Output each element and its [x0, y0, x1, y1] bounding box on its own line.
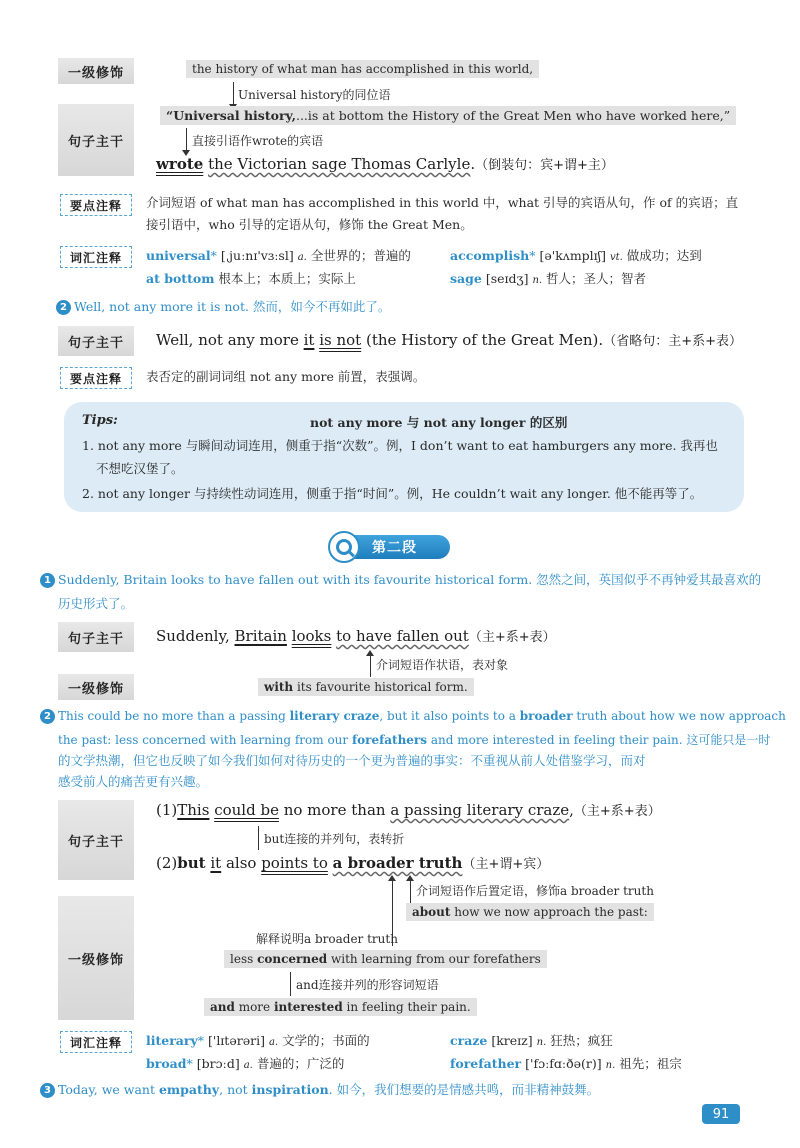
- label-yiji-3: 一级修饰: [58, 896, 134, 1020]
- main-verb: wrote: [156, 155, 204, 173]
- m2-object: a broader truth: [332, 854, 463, 872]
- star-icon: *: [186, 1056, 193, 1071]
- label-yaodian-2: 要点注释: [60, 367, 132, 389]
- m2-subject: it: [210, 854, 222, 872]
- vocab-forefather: [450, 1054, 682, 1072]
- mod-bold: concerned: [257, 952, 328, 966]
- explain-1: 介词短语 of what man has accomplished in this world 中，what 引导的宾语从句，作 of 的宾语；直接引语中，who 引导的定语从句，修饰 the Great Men。: [146, 195, 739, 232]
- vocab-sage: [450, 269, 646, 287]
- line-bold: empathy: [158, 1082, 220, 1097]
- connector-line: [258, 826, 259, 850]
- main-clause-4b: [156, 853, 549, 872]
- modifier-text: the history of what man has accomplished in this world,: [186, 60, 539, 78]
- vocab-def: 祖先；祖宗: [619, 1056, 682, 1071]
- star-icon: *: [529, 248, 536, 263]
- p2-sentence-2-line1: [40, 709, 786, 724]
- vocab-universal: [146, 246, 411, 264]
- star-icon: *: [197, 1033, 205, 1048]
- main-subject: it: [303, 331, 315, 349]
- page-number-text: 91: [712, 1106, 730, 1122]
- connector-line: [186, 128, 187, 152]
- m2-but: but: [177, 854, 206, 872]
- label-zhugan-2: 句子主干: [58, 326, 134, 356]
- vocab-pos: a.: [268, 1037, 279, 1048]
- p2-sentence-3: [40, 1080, 599, 1098]
- number-badge: 2: [40, 709, 55, 724]
- main-note: （倒装句：宾+谓+主）: [475, 158, 614, 173]
- sentence-2-text: Well, not any more it is not. 然而，如今不再如此了。: [74, 299, 391, 314]
- main-note: （省略句：主+系+表）: [603, 334, 742, 349]
- p2-sentence-1-line2: 历史形式了。: [58, 596, 134, 611]
- modifier-and: [204, 998, 477, 1016]
- number-badge: 3: [40, 1083, 55, 1098]
- m1-note: （主+系+表）: [573, 804, 661, 819]
- main-end: .: [470, 155, 476, 173]
- label-cihui-2: 词汇注释: [60, 1031, 132, 1053]
- label-cihui-1: 词汇注释: [60, 246, 132, 268]
- connector-line: [233, 82, 234, 106]
- connector-line: [410, 880, 411, 904]
- vocab-def: 普遍的；广泛的: [256, 1056, 345, 1071]
- vocab-word: universal: [146, 248, 211, 263]
- main-linkverb: looks: [291, 627, 332, 645]
- line-part: . 如今，我们想要的是情感共鸣，而非精神鼓舞。: [328, 1082, 600, 1097]
- main-a: Suddenly,: [156, 627, 235, 645]
- label-zhugan-3: 句子主干: [58, 622, 134, 652]
- mod-rest: less: [230, 952, 258, 966]
- vocab-word: literary: [146, 1033, 198, 1048]
- main-subject: Britain: [234, 627, 287, 645]
- vocab-word: at bottom: [146, 271, 215, 286]
- quote-text: [160, 106, 736, 125]
- m2-verb: points to: [261, 854, 328, 872]
- m1-end: ,: [569, 801, 574, 819]
- vocab-pos: vt.: [609, 252, 623, 263]
- vocab-word: accomplish: [450, 248, 530, 263]
- mod-rest: its favourite historical form.: [293, 680, 468, 694]
- note-explain: 解释说明a broader truth: [256, 932, 398, 946]
- tips-item-1b: 不想吃汉堡了。: [96, 461, 184, 476]
- vocab-pron: ['lɪtərəri]: [208, 1033, 265, 1048]
- vocab-def: 全世界的；普遍的: [310, 248, 411, 263]
- main-clause-2: [156, 330, 742, 349]
- vocab-at-bottom: [146, 269, 356, 287]
- vocab-pos: a.: [243, 1060, 253, 1071]
- vocab-literary: [146, 1031, 370, 1049]
- p2s1-line1-text: Suddenly, Britain looks to have fallen out with its favourite historical form. 忽然之间，英国似乎不再钟爱其最喜欢的: [58, 572, 762, 587]
- vocab-broad: [146, 1054, 344, 1072]
- quote-rest: ...is at bottom the History of the Great Men who have worked here,”: [295, 108, 731, 123]
- vocab-pos: a.: [297, 252, 307, 263]
- vocab-def: 做成功；达到: [626, 248, 702, 263]
- m1-predicative: a passing literary craze: [390, 801, 570, 819]
- note-adverbial: 介词短语作状语，表对象: [376, 658, 509, 672]
- vocab-def: 哲人；圣人；智者: [546, 271, 647, 286]
- mod-bold: with: [264, 680, 294, 694]
- modifier-with: [258, 678, 474, 696]
- vocab-def: 狂热；疯狂: [550, 1033, 613, 1048]
- star-icon: *: [210, 248, 217, 263]
- vocab-pos: n.: [605, 1060, 616, 1071]
- line-part: and more interested in feeling their pain. 这可能只是一时: [427, 733, 771, 747]
- connector-line: [370, 655, 371, 677]
- modifier-less: [224, 950, 547, 968]
- section-title: 第二段: [372, 540, 417, 556]
- vocab-word: craze: [450, 1033, 488, 1048]
- m2-note: （主+谓+宾）: [462, 857, 550, 872]
- line-part: , but it also points to a: [379, 709, 520, 723]
- vocab-pron: [ˌjuːnɪ'vɜːsl]: [220, 248, 294, 263]
- mod-bold: interested: [273, 1000, 343, 1014]
- mod-rest: how we now approach the past:: [450, 905, 648, 919]
- mod-rest: more: [234, 1000, 274, 1014]
- mod-rest: with learning from our forefathers: [327, 952, 541, 966]
- m1-mid: no more than: [278, 801, 391, 819]
- m1-linkverb: could be: [214, 801, 279, 819]
- label-yaodian-1: 要点注释: [60, 194, 132, 216]
- tips-title: not any more 与 not any longer 的区别: [310, 415, 568, 430]
- m1-pre: (1): [156, 801, 178, 819]
- connector-line: [290, 972, 291, 996]
- line-part: the past: less concerned with learning from our: [58, 733, 352, 747]
- p2-sentence-1-line1: [40, 570, 761, 588]
- page-number: [702, 1104, 740, 1124]
- note-prep-attr: 介词短语作后置定语，修饰a broader truth: [416, 884, 654, 898]
- search-icon: [328, 531, 360, 563]
- line-bold: literary craze: [289, 709, 380, 723]
- vocab-accomplish: [450, 246, 702, 264]
- vocab-word: forefather: [450, 1056, 522, 1071]
- line-part: This could be no more than a passing: [58, 709, 290, 723]
- main-subject: the Victorian sage Thomas Carlyle: [208, 155, 471, 173]
- note-appositive: Universal history的同位语: [238, 88, 391, 102]
- m2-pre: (2): [156, 854, 178, 872]
- vocab-word: broad: [146, 1056, 187, 1071]
- main-a: Well, not any more: [156, 331, 304, 349]
- number-badge: 2: [56, 300, 71, 315]
- line-part: Today, we want: [58, 1082, 159, 1097]
- number-badge: 1: [40, 573, 55, 588]
- sentence-2: [56, 297, 390, 315]
- note-direct-speech: 直接引语作wrote的宾语: [192, 134, 324, 148]
- main-predicative: to have fallen out: [336, 627, 469, 645]
- main-linkverb: is not: [319, 331, 362, 349]
- vocab-def: 根本上；本质上；实际上: [218, 271, 356, 286]
- tips-item-1a: 1. not any more 与瞬间动词连用，侧重于指“次数”。例，I don’t want to eat hamburgers any more. 我再也: [82, 438, 718, 453]
- line-part: , not: [219, 1082, 252, 1097]
- main-rest: (the History of the Great Men).: [361, 331, 604, 349]
- label-yiji-1: 一级修饰: [58, 58, 134, 84]
- tips-label: Tips:: [82, 413, 118, 428]
- note-but: but连接的并列句，表转折: [264, 832, 405, 846]
- label-zhugan-1: 句子主干: [58, 104, 134, 176]
- line-part: truth about how we now approach: [572, 709, 786, 723]
- vocab-word: sage: [450, 271, 482, 286]
- main-clause-3: [156, 626, 556, 645]
- tips-item-2: 2. not any longer 与持续性动词连用，侧重于指“时间”。例，He couldn’t wait any longer. 他不能再等了。: [82, 486, 703, 501]
- vocab-pron: [brɔːd]: [196, 1056, 240, 1071]
- vocab-pos: n.: [536, 1037, 547, 1048]
- line-bold: inspiration: [251, 1082, 329, 1097]
- explain-2: 表否定的副词词组 not any more 前置，表强调。: [146, 369, 426, 384]
- vocab-craze: [450, 1031, 613, 1049]
- m2-also: also: [221, 854, 262, 872]
- mod-bold: about: [412, 905, 451, 919]
- main-note: （主+系+表）: [468, 630, 556, 645]
- vocab-def: 文学的；书面的: [282, 1033, 370, 1048]
- line-bold: forefathers: [351, 733, 428, 747]
- label-zhugan-4: 句子主干: [58, 800, 134, 880]
- p2-sentence-2-line2: [58, 731, 770, 748]
- vocab-pron: [seɪdʒ]: [485, 271, 529, 286]
- vocab-pron: ['fɔːfɑːðə(r)]: [525, 1056, 602, 1071]
- vocab-pron: [kreɪz]: [491, 1033, 533, 1048]
- p2-sentence-2-line3: 的文学热潮，但它也反映了如今我们如何对待历史的一个更为普遍的事实：不重视从前人处借鉴学习，而对: [58, 753, 646, 768]
- label-yiji-2: 一级修饰: [58, 674, 134, 700]
- mod-rest: in feeling their pain.: [342, 1000, 471, 1014]
- main-clause-1: [156, 154, 614, 173]
- line-bold: broader: [519, 709, 573, 723]
- modifier-about: [406, 903, 654, 921]
- quote-bold: “Universal history,: [166, 108, 296, 123]
- vocab-pos: n.: [532, 275, 543, 286]
- mod-bold: and: [210, 1000, 235, 1014]
- vocab-pron: [ə'kʌmplɪʃ]: [539, 248, 606, 263]
- main-clause-4a: [156, 800, 661, 819]
- note-and: and连接并列的形容词短语: [296, 978, 439, 992]
- p2-sentence-2-line4: 感受前人的痛苦更有兴趣。: [58, 774, 209, 789]
- m1-subject: This: [177, 801, 210, 819]
